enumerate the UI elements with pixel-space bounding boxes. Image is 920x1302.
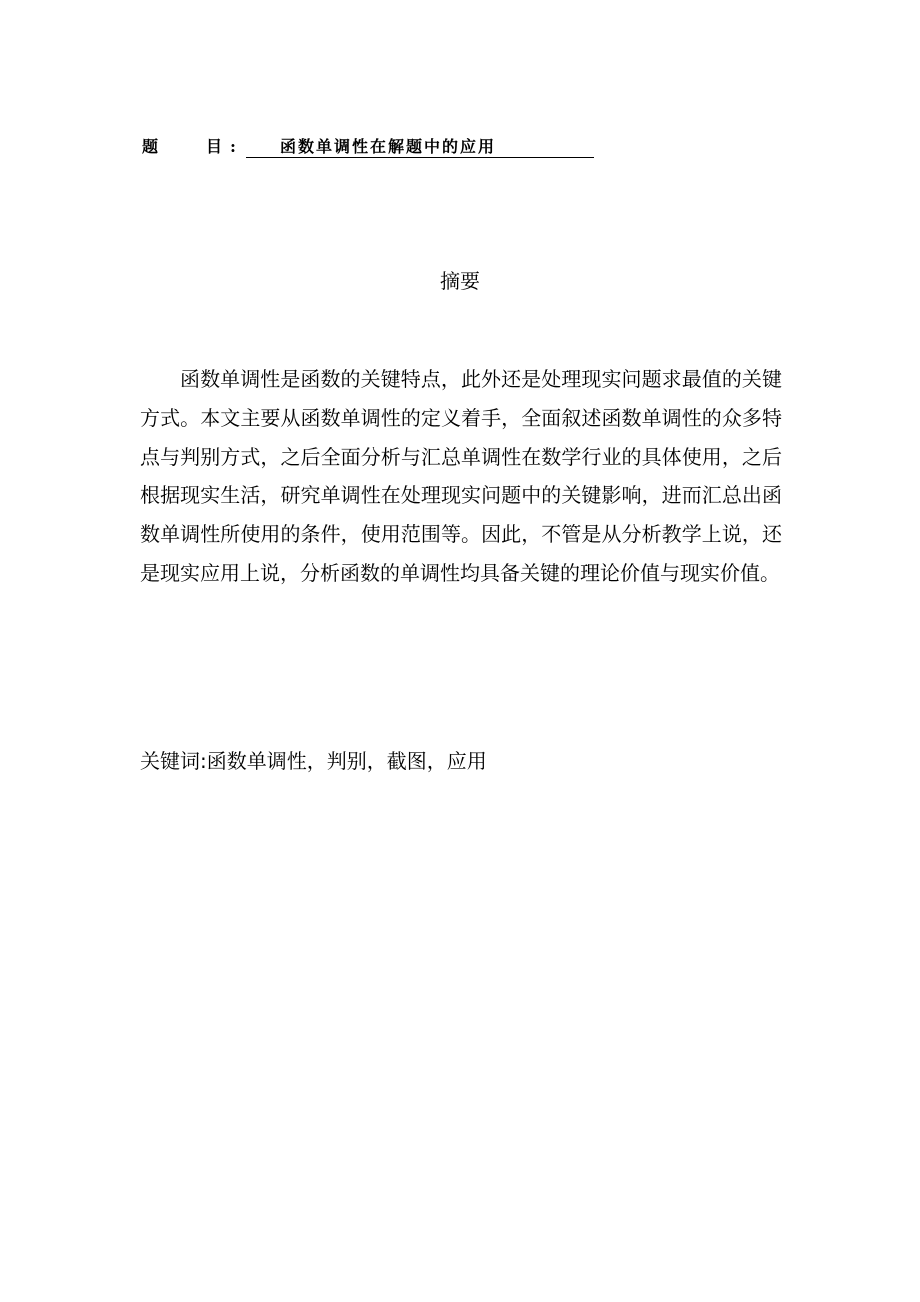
abstract-heading: 摘要 — [440, 269, 480, 293]
keywords-label: 关键词: — [140, 749, 207, 773]
title-colon: : — [230, 137, 236, 156]
title-label-part2: 目 — [206, 137, 223, 156]
keywords-line — [140, 746, 780, 776]
thesis-title-value: 函数单调性在解题中的应用 — [246, 136, 594, 158]
keywords-value: 函数单调性，判别，截图，应用 — [206, 749, 487, 773]
title-label-part1: 题 — [142, 137, 159, 156]
thesis-title-row — [142, 136, 602, 162]
abstract-body: 函数单调性是函数的关键特点，此外还是处理现实问题求最值的关键方式。本文主要从函数单调性的定义着手，全面叙述函数单调性的众多特点与判别方式，之后全面分析与汇总单调性在数学行业的具体使用，之后根据现实生活，研究单调性在处理现实问题中的关键影响，进而汇总出函数单调性所使用的条件，使用范围等。因此，不管是从分析教学上说，还是现实应用上说，分析函数的单调性均具备关键的理论价值与现实价值。 — [140, 367, 782, 585]
